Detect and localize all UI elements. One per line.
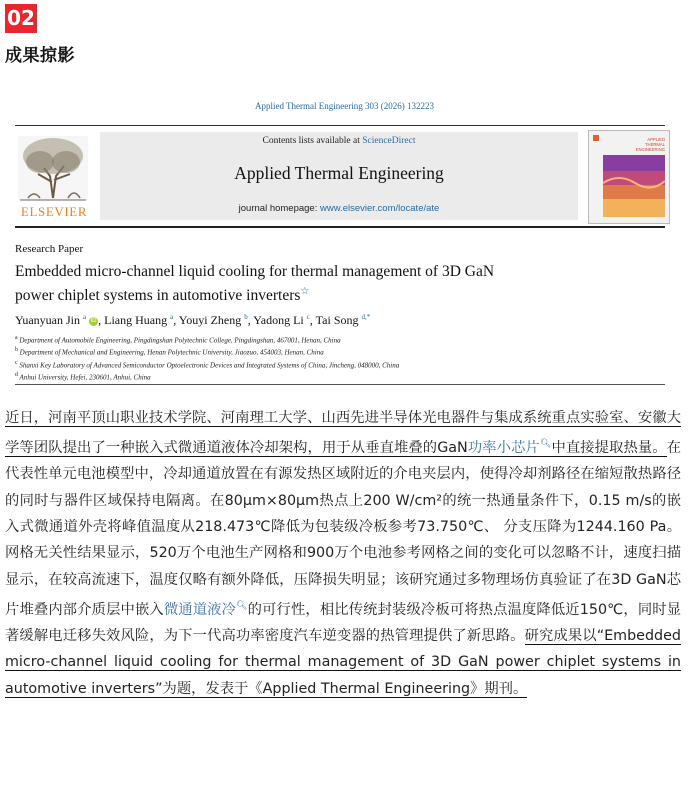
publication-sentence: 研究成果以“Embedded micro-channel liquid cooling for thermal management of 3D GaN power chiplet systems in automotive inverters”为题，发表于《Applied Thermal Engineering》期刊。 bbox=[5, 627, 681, 697]
affiliation-item: $^b$ Department of Mechanical and Engineering, Henan Polytechnic University, Jiaozuo, 454003, Henan, China bbox=[15, 347, 324, 357]
homepage-link[interactable]: www.elsevier.com/locate/ate bbox=[320, 203, 440, 214]
paper-header-image bbox=[0, 92, 689, 392]
paper-title-line-1: Embedded micro-channel liquid cooling for thermal management of 3D GaN bbox=[15, 263, 495, 280]
affiliation-item: $^a$ Department of Automobile Engineering, Pingdingshan Polytechnic College, Pingdingshan, 467001, Henan, China bbox=[15, 335, 341, 345]
svg-text:THERMAL: THERMAL bbox=[644, 142, 665, 147]
homepage-prefix: journal homepage: bbox=[238, 203, 320, 214]
paper-citation[interactable]: Applied Thermal Engineering 303 (2026) 132223 bbox=[254, 101, 435, 111]
article-body-paragraph bbox=[5, 405, 681, 702]
journal-cover-art bbox=[589, 131, 669, 223]
divider bbox=[15, 226, 665, 228]
author-name[interactable]: Yadong Li bbox=[253, 313, 304, 327]
journal-homepage bbox=[100, 203, 578, 214]
author-affil-sup: d,* bbox=[361, 313, 371, 321]
details-text: 在代表性单元电池模型中，冷却通道放置在有源发热区域附近的介电夹层内，使得冷却剂路径在缩短散热路径的同时与器件区域保持电隔离。在80μm×80μm热点上200 W/cm²的统一热通量条件下，0.15 m/s的嵌入式微通道外壳将峰值温度从218.473℃降低为包装级冷板参考73.750℃、 分支压降为1244.160 Pa。网格无关性结果显示，520万个电池生产网格和900万个电池参考网格之间的变化可以忽略不计，速度扫描显示，在较高流速下，温度仅略有额外降低，压降损失明显；该研究通过多物理场仿真验证了在3D GaN芯片堆叠内部介质层中嵌入 bbox=[5, 440, 682, 618]
author-affil-sup: c bbox=[306, 313, 310, 321]
orcid-icon[interactable]: iD bbox=[90, 318, 97, 324]
svg-text:APPLIED: APPLIED bbox=[647, 137, 665, 142]
keyword-link-chiplet[interactable]: 功率小芯片 bbox=[467, 440, 540, 457]
author-name[interactable]: Liang Huang bbox=[104, 313, 168, 327]
author-list: Yuanyuan Jin $^a$ iD , Liang Huang $^a$, Youyi Zheng $^b$, Yadong Li $^c$, Tai Song $^{d,*}$ bbox=[15, 313, 371, 327]
publisher-name: ELSEVIER bbox=[20, 204, 88, 219]
sciencedirect-link[interactable]: ScienceDirect bbox=[362, 136, 416, 146]
author-affil-sup: a bbox=[170, 313, 174, 321]
star-icon[interactable]: ☆ bbox=[300, 286, 310, 297]
paper-title bbox=[15, 262, 655, 306]
divider bbox=[15, 125, 665, 126]
author-name[interactable]: Youyi Zheng bbox=[178, 313, 242, 327]
article-type: Research Paper bbox=[15, 243, 84, 255]
search-icon[interactable]: 🔍︎ bbox=[236, 600, 248, 611]
journal-name: Applied Thermal Engineering bbox=[234, 163, 444, 183]
conclusion-text: 的可行性，相比传统封装级冷板可将热点温度降低近150℃，同时显著缓解电迁移失效风险，为下一代高功率密度汽车逆变器的热管理提供了新思路。 bbox=[5, 601, 681, 644]
search-icon[interactable]: 🔍︎ bbox=[539, 439, 552, 450]
journal-banner bbox=[100, 132, 578, 220]
divider bbox=[15, 384, 665, 385]
svg-text:ENGINEERING: ENGINEERING bbox=[635, 147, 665, 152]
journal-cover-thumbnail bbox=[588, 130, 670, 224]
paper-title-line-2: power chiplet systems in automotive inverters bbox=[15, 287, 301, 305]
contents-prefix: Contents lists available at bbox=[262, 136, 363, 146]
affiliation-item: $^d$ Anhui University, Hefei, 230601, Anhui, China bbox=[15, 371, 151, 382]
intro-sentence: 近日，河南平顶山职业技术学院、河南理工大学、山西先进半导体光电器件与集成系统重点实验室、安徽大学等团队提出了一种嵌入式微通道液体冷却架构，用于从垂直堆叠的GaN功率小芯片🔍︎中直接提取热量。 bbox=[5, 410, 681, 457]
section-title: 成果掠影 bbox=[5, 46, 75, 66]
author-affil-sup: a bbox=[83, 313, 87, 321]
affiliation-item: $^c$ Shanxi Key Laboratory of Advanced Semiconductor Optoelectronic Devices and Integrated Systems of China, Jincheng, 048000, China bbox=[15, 359, 400, 369]
affiliation-list bbox=[15, 333, 399, 382]
contents-line bbox=[100, 136, 578, 146]
author-name[interactable]: Yuanyuan Jin bbox=[15, 313, 80, 327]
author-affil-sup: b bbox=[244, 313, 248, 321]
section-number-badge: 02 bbox=[5, 4, 37, 33]
author-name[interactable]: Tai Song bbox=[315, 313, 359, 327]
keyword-link-microchannel[interactable]: 微通道液冷 bbox=[163, 601, 237, 618]
